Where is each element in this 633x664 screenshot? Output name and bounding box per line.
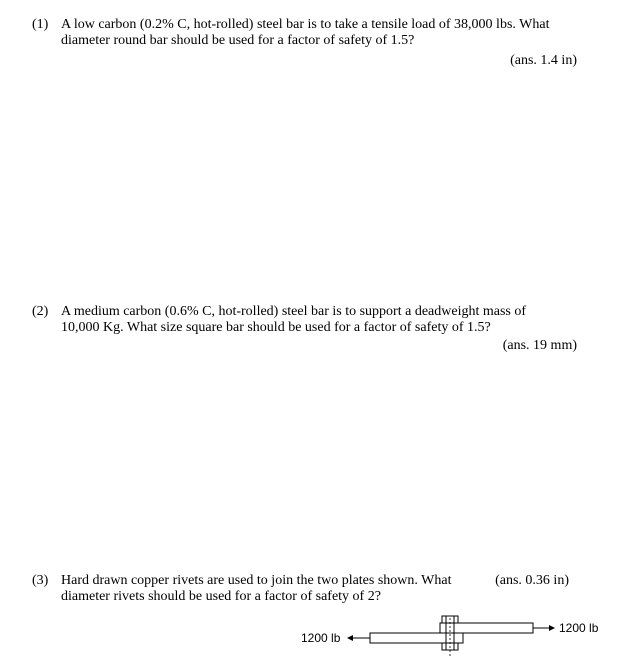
problem-3	[32, 573, 577, 605]
left-load-label: 1200 lb	[301, 631, 341, 645]
problem-1	[32, 17, 577, 68]
left-force-arrow	[347, 635, 370, 641]
problem-2	[32, 304, 577, 353]
problem-text: A low carbon (0.2% C, hot-rolled) steel bar is to take a tensile load of 38,000 lbs. What diameter round bar should be used for a factor of safety of 1.5?	[61, 17, 550, 48]
rivet	[442, 616, 458, 656]
problem-text-container	[61, 573, 569, 605]
problem-text: A medium carbon (0.6% C, hot-rolled) steel bar is to support a deadweight mass of 10,000 Kg. What size square bar should be used for a factor of safety of 1.5?	[61, 304, 527, 335]
riveted-plates-diagram	[295, 612, 615, 662]
problem-number: (1)	[32, 17, 49, 32]
problem-number: (2)	[32, 304, 49, 319]
problem-answer: (ans. 0.36 in)	[495, 573, 569, 588]
right-force-arrow	[533, 625, 555, 631]
problem-text: Hard drawn copper rivets are used to join the two plates shown. What diameter rivets should be used for a factor of safety of 2?	[61, 573, 452, 604]
problem-number: (3)	[32, 573, 49, 588]
bottom-plate	[370, 633, 463, 643]
problem-answer: (ans. 19 mm)	[502, 338, 577, 353]
problem-answer: (ans. 1.4 in)	[510, 53, 577, 68]
right-load-label: 1200 lb	[559, 621, 599, 635]
